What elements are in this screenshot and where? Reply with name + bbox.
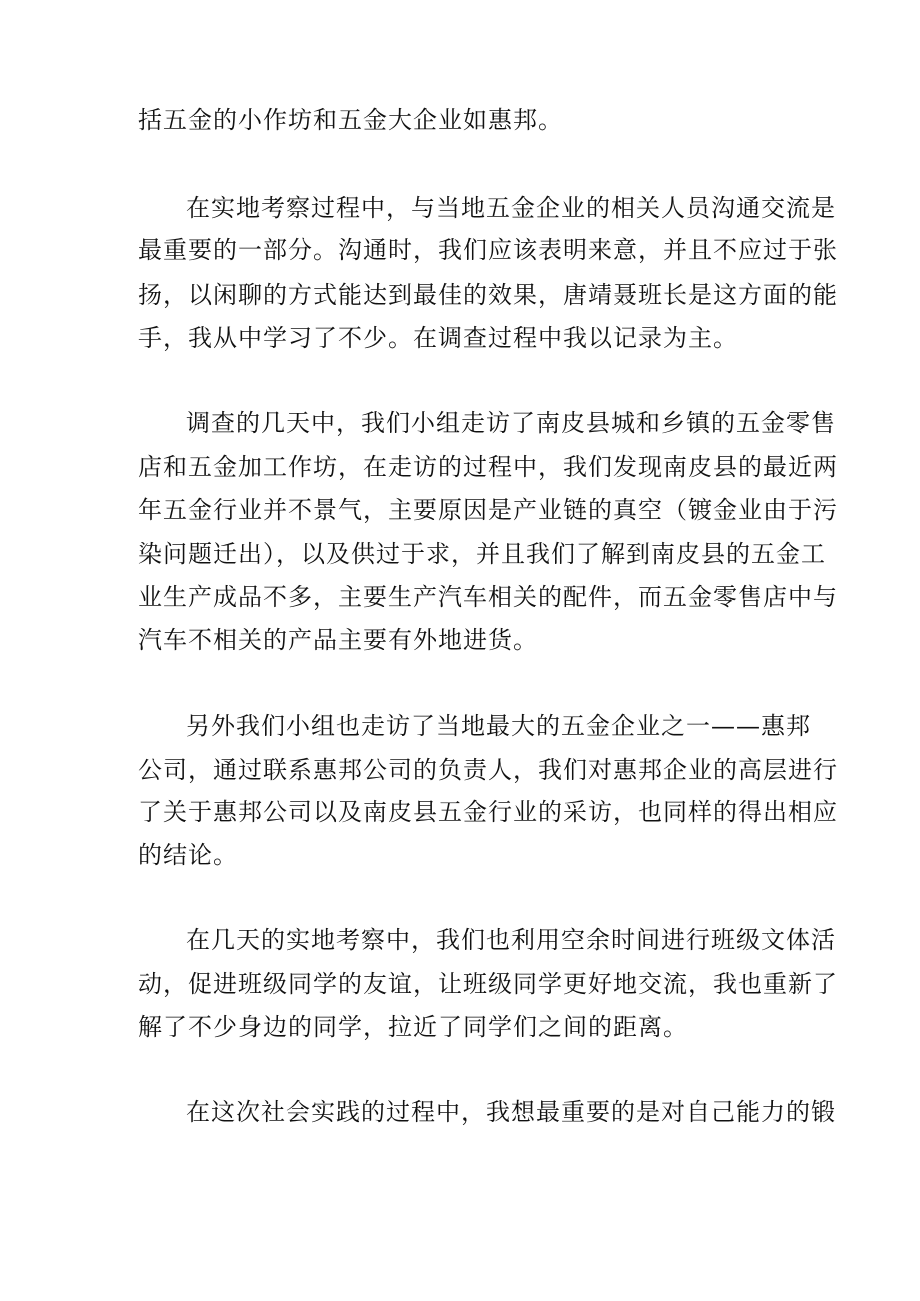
text-line: 括五金的小作坊和五金大企业如惠邦。 (138, 106, 563, 134)
text-line: 的结论。 (138, 841, 238, 869)
text-line: 最重要的一部分。沟通时，我们应该表明来意，并且不应过于张 (138, 236, 838, 264)
text-line: 另外我们小组也走访了当地最大的五金企业之一——惠邦 (186, 712, 811, 740)
text-line: 了关于惠邦公司以及南皮县五金行业的采访，也同样的得出相应 (138, 798, 838, 826)
text-line: 解了不少身边的同学，拉近了同学们之间的距离。 (138, 1013, 688, 1041)
text-line: 在几天的实地考察中，我们也利用空余时间进行班级文体活 (186, 926, 836, 954)
text-line: 调查的几天中，我们小组走访了南皮县城和乡镇的五金零售 (186, 409, 836, 437)
text-line: 业生产成品不多，主要生产汽车相关的配件，而五金零售店中与 (138, 583, 838, 611)
text-line: 在这次社会实践的过程中，我想最重要的是对自己能力的锻 (186, 1098, 836, 1126)
text-line: 年五金行业并不景气，主要原因是产业链的真空（镀金业由于污 (138, 496, 838, 524)
text-line: 汽车不相关的产品主要有外地进货。 (138, 626, 538, 654)
text-line: 动，促进班级同学的友谊，让班级同学更好地交流，我也重新了 (138, 970, 838, 998)
text-line: 染问题迁出），以及供过于求，并且我们了解到南皮县的五金工 (138, 540, 826, 568)
text-line: 在实地考察过程中，与当地五金企业的相关人员沟通交流是 (186, 194, 836, 222)
text-line: 手，我从中学习了不少。在调查过程中我以记录为主。 (138, 324, 738, 352)
text-line: 公司，通过联系惠邦公司的负责人，我们对惠邦企业的高层进行 (138, 756, 838, 784)
text-line: 扬，以闲聊的方式能达到最佳的效果，唐靖聂班长是这方面的能 (138, 281, 838, 309)
text-line: 店和五金加工作坊，在走访的过程中，我们发现南皮县的最近两 (138, 453, 838, 481)
